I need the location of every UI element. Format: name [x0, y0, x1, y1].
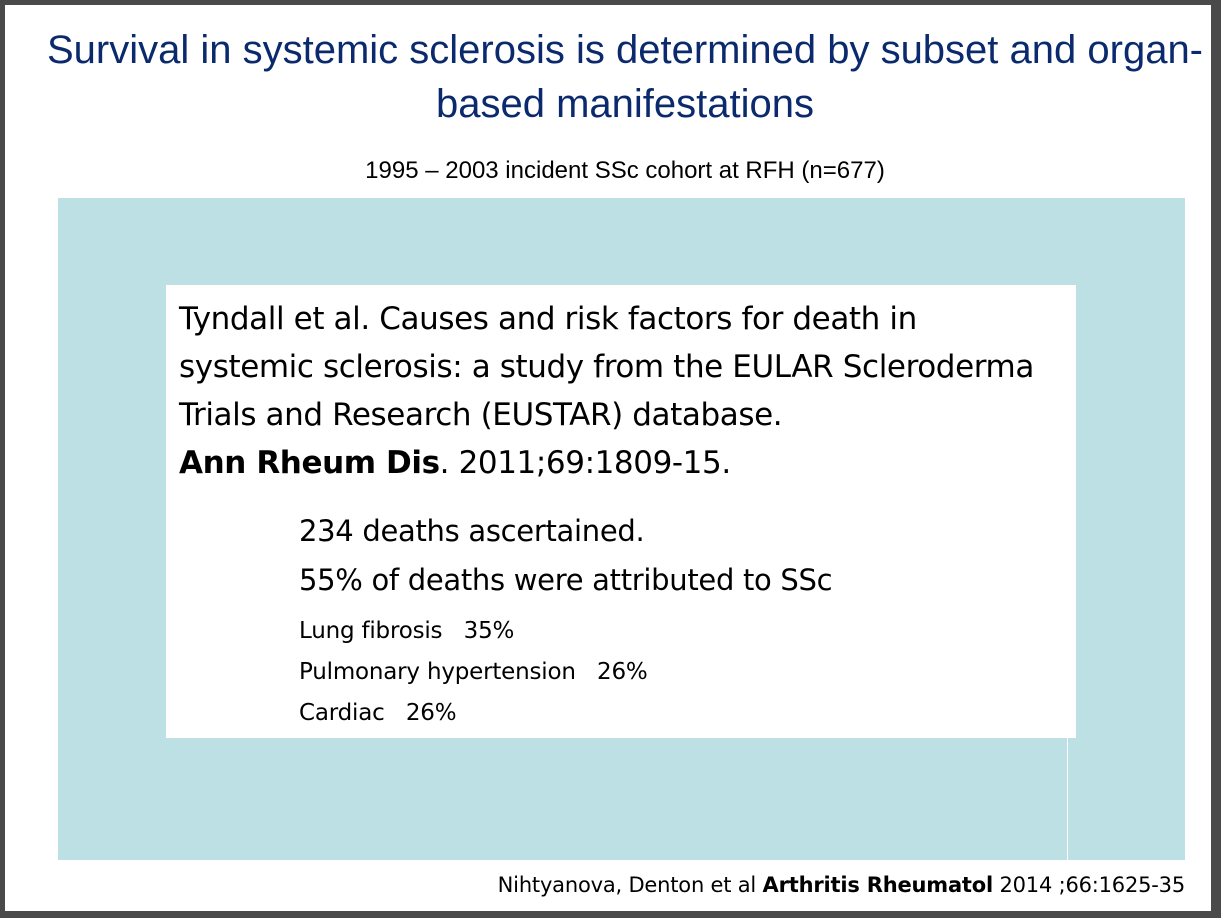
footer-reference: [498, 871, 1185, 899]
deaths-ascertained: 234 deaths ascertained.: [299, 514, 645, 548]
reference-body: Tyndall et al. Causes and risk factors for death in systemic sclerosis: a study from the EULAR Scleroderma Trials and Research (EUSTAR) database.: [179, 301, 1034, 433]
footer-details: 2014 ;66:1625-35: [992, 873, 1185, 897]
reference-journal: Ann Rheum Dis: [179, 445, 440, 481]
reference-text: [179, 295, 1059, 487]
slide-subtitle: 1995 – 2003 incident SSc cohort at RFH (n=677): [365, 157, 885, 184]
citation-box: [166, 285, 1076, 738]
cause-lung-fibrosis: Lung fibrosis 35%: [299, 618, 515, 644]
cause-pulmonary-hypertension: Pulmonary hypertension 26%: [299, 659, 648, 685]
footer-journal: Arthritis Rheumatol: [762, 873, 993, 897]
slide-title: Survival in systemic sclerosis is determined by subset and organ-based manifestations: [46, 28, 1204, 126]
deaths-attributed: 55% of deaths were attributed to SSc: [299, 563, 833, 597]
slide: [5, 5, 1211, 911]
panel-divider: [1067, 736, 1068, 862]
cause-cardiac: Cardiac 26%: [299, 700, 457, 726]
reference-tail: . 2011;69:1809-15.: [439, 445, 731, 481]
footer-authors: Nihtyanova, Denton et al: [497, 873, 763, 897]
